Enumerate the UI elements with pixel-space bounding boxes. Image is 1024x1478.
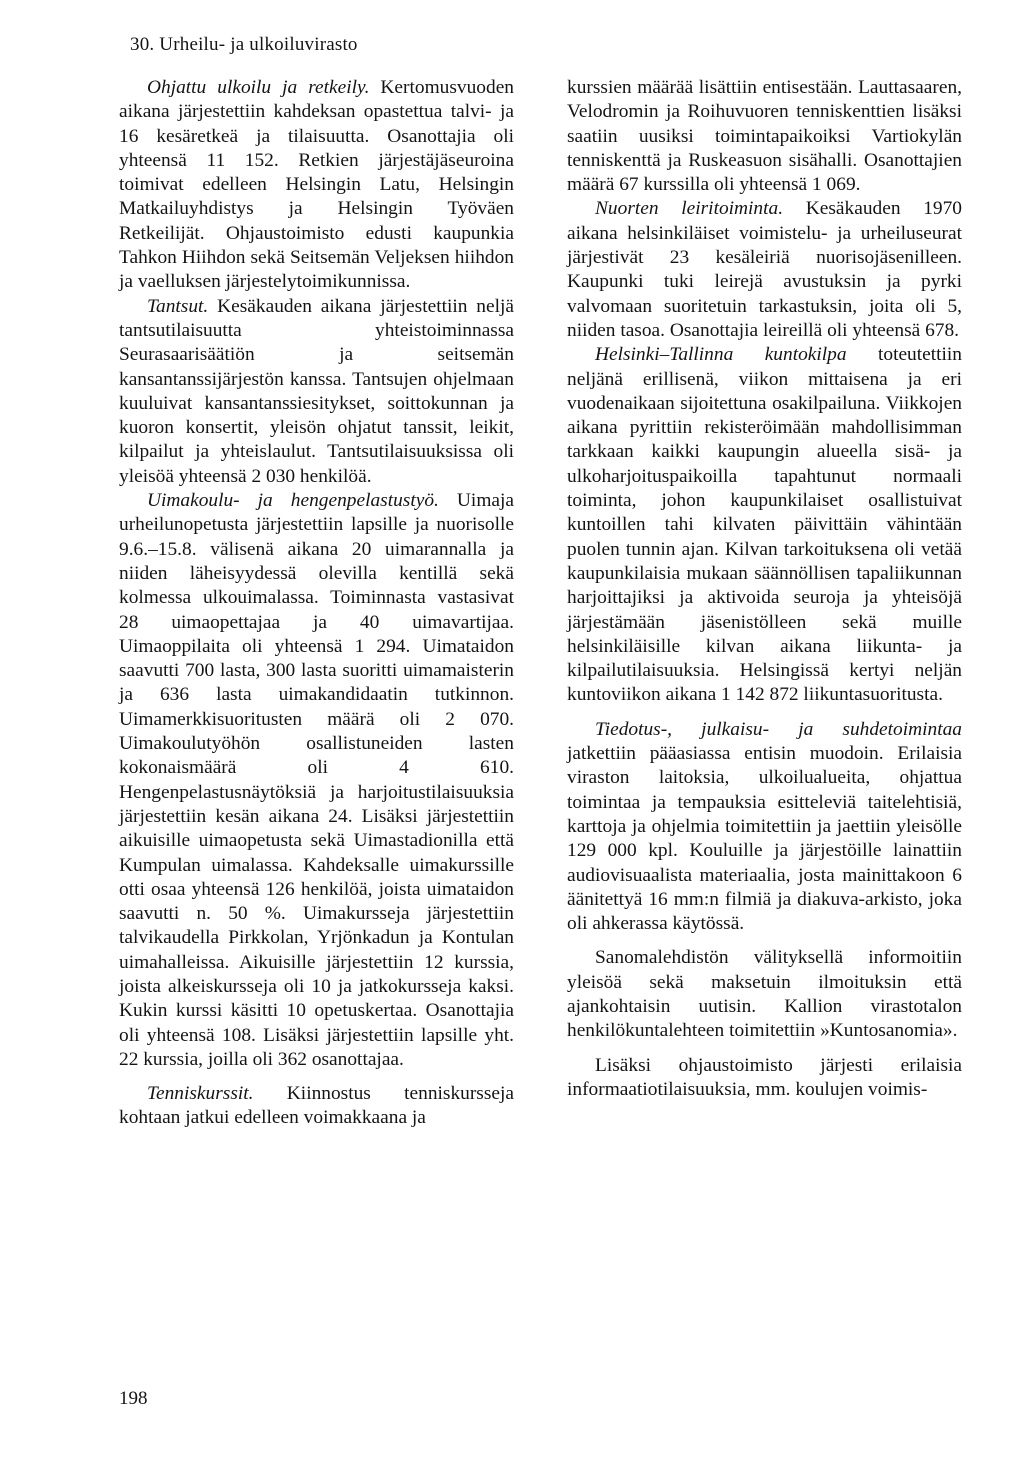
paragraph-ohjattu-ulkoilu bbox=[119, 76, 514, 295]
paragraph-sanomalehdisto bbox=[567, 946, 962, 1043]
paragraph-heading: Uimakoulu- ja hengenpelastustyö. bbox=[147, 490, 439, 512]
paragraph-text: Kesäkauden aikana järjestettiin neljä tantsutilaisuutta yhteistoiminnassa Seurasaarisäätiön ja seitsemän kansantanssijärjestön kanssa. Tantsujen ohjelmaan kuuluivat kansantanssiesitykset, soittokunnan ja kuoron konsertit, yleisön ohjatut tanssit, leikit, kilpailut ja yhteislaulut. Tantsutilaisuuksissa oli yleisöä yhteensä 2 030 henkilöä. bbox=[119, 295, 514, 487]
paragraph-heading: Tenniskurssit. bbox=[147, 1083, 254, 1105]
page-number: 198 bbox=[119, 1388, 148, 1409]
paragraph-informaatio bbox=[567, 1054, 962, 1103]
paragraph-text: Uimaja urheilunopetusta järjestettiin lapsille ja nuorisolle 9.6.–15.8. välisenä aikana 20 uimarannalla ja niiden läheisyydessä olevilla kentillä sekä kolmessa ulkouimalassa. Toiminnasta vastasivat 28 uimaopettajaa ja 40 uimavartijaa. Uimaoppilaita oli yhteensä 1 294. Uimataidon saavutti 700 lasta, 300 lasta suoritti uimamaisterin ja 636 lasta uimakandidaatin tutkinnon. Uimamerkkisuoritusten määrä oli 2 070. Uimakoulutyöhön osallistuneiden lasten kokonaismäärä oli 4 610. Hengenpelastusnäytöksiä ja harjoitustilaisuuksia järjestettiin kesän aikana 24. Lisäksi järjestettiin aikuisille uimaopetusta sekä Uimastadionilla että Kumpulan uimalassa. Kahdeksalle uimakurssille otti osaa yhteensä 126 henkilöä, joista uimataidon saavutti n. 50 %. Uimakursseja järjestettiin talvikaudella Pirkkolan, Yrjönkadun ja Kontulan uimahalleissa. Aikuisille järjestettiin 12 kurssia, joista alkeiskursseja oli 10 ja jatkokursseja kaksi. Kukin kurssi käsitti 10 opetuskertaa. Osanottajia oli yhteensä 108. Lisäksi järjestettiin lapsille yht. 22 kurssia, joilla oli 362 osanottajaa. bbox=[119, 490, 515, 1070]
paragraph-tenniskurssit bbox=[119, 1082, 514, 1131]
paragraph-tenniskurssit-continued bbox=[567, 76, 962, 197]
left-column bbox=[119, 76, 514, 1131]
paragraph-text: Lisäksi ohjaustoimisto järjesti erilaisia informaatiotilaisuuksia, mm. koulujen voimis- bbox=[567, 1054, 962, 1100]
paragraph-uimakoulu bbox=[119, 489, 514, 1072]
paragraph-text: Kesäkauden 1970 aikana helsinkiläiset voimistelu- ja urheiluseurat järjestivät 23 kesäleiriä nuorisojäsenilleen. Kaupunki tuki leirejä avustuksin ja pyrki valvomaan suoritetuin tarkastuksin, joita oli 5, niiden tasoa. Osanottajia leireillä oli yhteensä 678. bbox=[567, 198, 962, 341]
paragraph-heading: Tiedotus-, julkaisu- ja suhdetoimintaa bbox=[595, 718, 962, 740]
paragraph-kuntokilpa bbox=[567, 343, 962, 707]
paragraph-text: Kiinnostus tenniskursseja kohtaan jatkui edelleen voimakkaana ja bbox=[119, 1083, 514, 1129]
paragraph-heading: Helsinki–Tallinna kuntokilpa bbox=[595, 344, 847, 366]
paragraph-text: jatkettiin pääasiassa entisin muodoin. Erilaisia viraston laitoksia, ulkoilualueita, ohjattua toimintaa ja tempauksia esitteleviä taitelehtisiä, karttoja ja ohjelmia toimitettiin ja jaettiin yleisölle 129 000 kpl. Kouluille ja järjestöille lainattiin audiovisuaalista materiaalia, josta mainittakoon 6 äänitettyä 16 mm:n filmiä ja diakuva-arkisto, joka oli ahkerassa käytössä. bbox=[567, 743, 962, 935]
paragraph-tantsut bbox=[119, 295, 514, 489]
paragraph-text: toteutettiin neljänä erillisenä, viikon mittaisena ja eri vuodenaikaan sijoitettuna osakilpailuna. Viikkojen aikana pyrittiin rekisteröimään mahdollisimman tarkkaan kaikki kaupungin alueella sisä- ja ulkoharjoituspaikoilla tapahtunut normaali toiminta, johon kaupunkilaiset osallistuivat kuntoillen tahi kilvaten päivittäin vähintään puolen tunnin ajan. Kilvan tarkoituksena oli vetää kaupunkilaisia mukaan säännöllisen tapaliikunnan harjoittajiksi ja aktivoida seuroja ja yhteisöjä järjestämään jäsenistölleen sekä muille helsinkiläisille kilvan aikana liikunta- ja kilpailutilaisuuksia. Helsingissä kertyi neljän kuntoviikon aikana 1 142 872 liikuntasuoritusta. bbox=[567, 344, 962, 706]
paragraph-heading: Tantsut. bbox=[147, 295, 209, 317]
paragraph-nuorten-leiritoiminta bbox=[567, 197, 962, 343]
paragraph-text: Kertomusvuoden aikana järjestettiin kahdeksan opastettua talvi- ja 16 kesäretkeä ja tilaisuutta. Osanottajia oli yhteensä 11 152. Retkien järjestäjäseuroina toimivat edelleen Helsingin Latu, Helsingin Matkailuyhdistys ja Helsingin Työväen Retkeilijät. Ohjaustoimisto edusti kaupunkia Tahkon Hiihdon sekä Seitsemän Veljeksen hiihdon ja vaelluksen järjestelytoimikunnissa. bbox=[119, 77, 514, 293]
right-column bbox=[567, 76, 962, 1102]
paragraph-tiedotus bbox=[567, 718, 962, 937]
paragraph-heading: Ohjattu ulkoilu ja retkeily. bbox=[147, 77, 370, 98]
paragraph-heading: Nuorten leiritoiminta. bbox=[595, 198, 784, 220]
paragraph-text: kurssien määrää lisättiin entisestään. Lauttasaaren, Velodromin ja Roihuvuoren tenniskenttien lisäksi saatiin uusiksi toimintapaikoiksi Vartiokylän tenniskenttä ja Ruskeasuon sisähalli. Osanottajien määrä 67 kurssilla oli yhteensä 1 069. bbox=[567, 77, 962, 196]
running-head: 30. Urheilu- ja ulkoiluvirasto bbox=[130, 34, 358, 55]
paragraph-text: Sanomalehdistön välityksellä informoitiin yleisöä sekä maksetuin ilmoituksin että ajankohtaisin uutisin. Kallion virastotalon henkilökuntalehteen toimitettiin »Kuntosanomia». bbox=[567, 947, 962, 1042]
